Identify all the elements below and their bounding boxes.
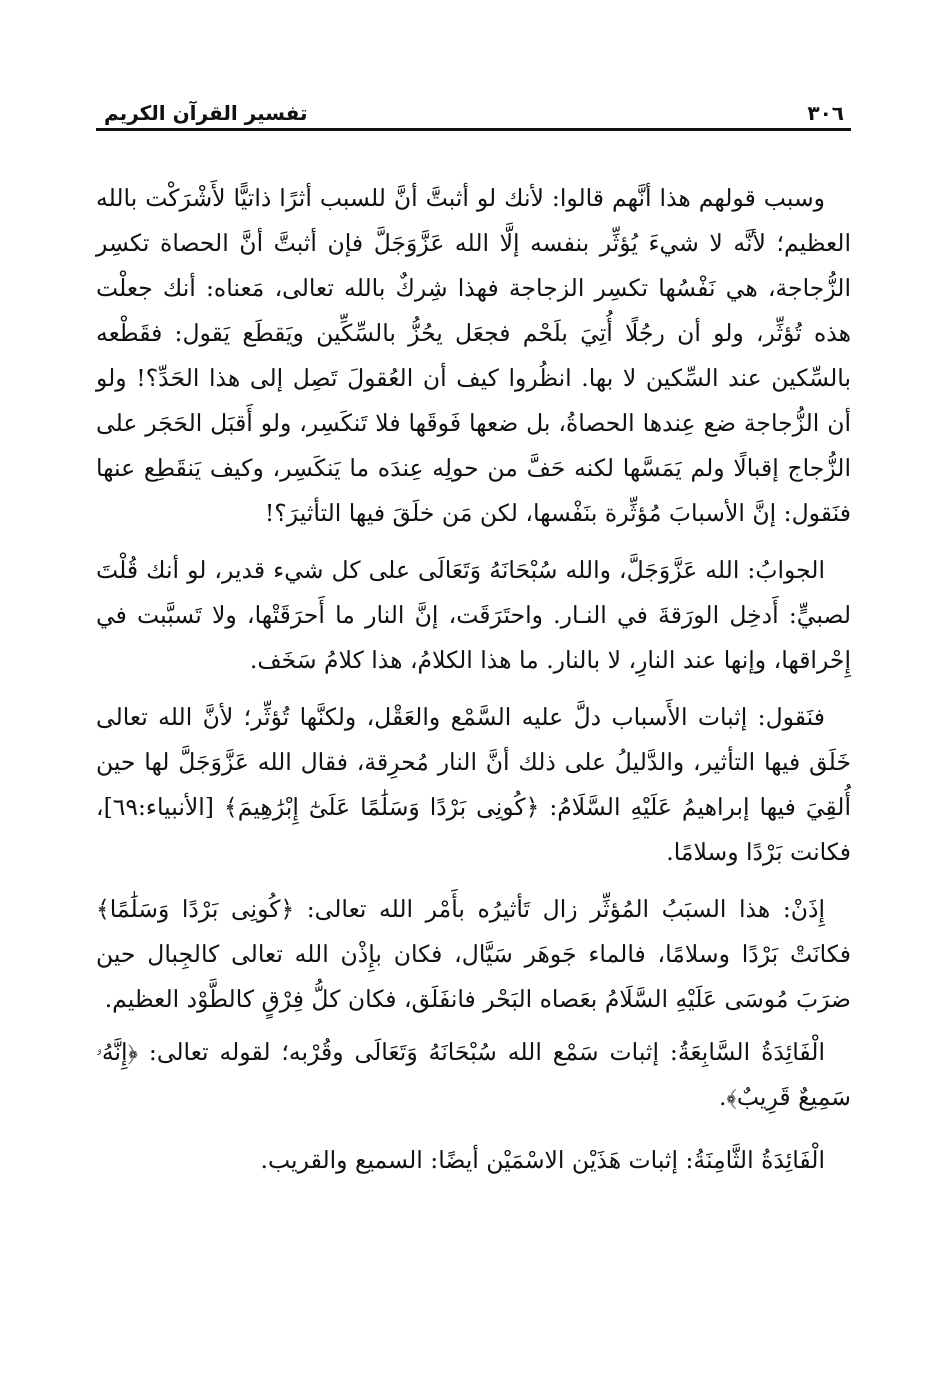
- book-title: تفسير القرآن الكريم: [104, 101, 308, 125]
- header-rule: [96, 128, 851, 131]
- body-text: [96, 176, 851, 1195]
- page-number: ٣٠٦: [807, 101, 844, 125]
- paragraph-sea-miracle: إِذَنْ: هذا السبَبُ المُؤثِّر زال تَأثيرُه بأَمْر الله تعالى: ﴿كُونِى بَرْدًا وَسَلَٰمًا﴾ فكانَتْ بَرْدًا وسلامًا، فالماء جَوهَر سَيَّال، فكان بإِذْن الله تعالى كالجِبال حين ضرَبَ مُوسَى عَلَيْهِ السَّلَامُ بعَصاه البَحْر فانفَلَق، فكان كلُّ فِرْقٍ كالطَّوْد العظيم.: [96, 895, 851, 1013]
- paragraph-seventh-benefit: الْفَائِدَةُ السَّابِعَةُ: إثبات سَمْع الله سُبْحَانَهُ وَتَعَالَى وقُرْبه؛ لقوله تعالى: ﴿إِنَّهُۥ سَمِيعٌ قَرِيبٌ﴾.: [96, 1038, 851, 1111]
- paragraph-proof: فنَقول: إثبات الأَسباب دلَّ عليه السَّمْع والعَقْل، ولكنَّها تُؤثِّر؛ لأنَّ الله تعالى خَلَق فيها التأثير، والدَّليلُ على ذلك أنَّ النار مُحرِقة، فقال الله عَزَّوَجَلَّ لها حين أُلقِيَ فيها إبراهيمُ عَلَيْهِ السَّلَامُ: ﴿كُونِى بَرْدًا وَسَلَٰمًا عَلَىٰٓ إِبْرَٰهِيمَ﴾ [الأنبياء:٦٩]، فكانت بَرْدًا وسلامًا.: [96, 703, 851, 866]
- paragraph-answer: الجوابُ: الله عَزَّوَجَلَّ، والله سُبْحَانَهُ وَتَعَالَى على كل شيء قدير، لو أنك قُلْتَ لصبيٍّ: أَدخِل الورَقةَ في النـار. واحتَرَقَت، إنَّ النار ما أَحرَقَتْها، ولا تَسبَّبت في إِحْراقها، وإنها عند النارِ، لا بالنار. ما هذا الكلامُ، هذا كلامُ سَخَف.: [96, 556, 851, 674]
- paragraph-eighth-benefit: الْفَائِدَةُ الثَّامِنَةُ: إثبات هَذَيْن الاسْمَيْن أيضًا: السميع والقريب.: [260, 1146, 825, 1174]
- running-head: [104, 98, 844, 128]
- paragraph-causes-argument: وسبب قولهم هذا أنَّهم قالوا: لأنك لو أثبتَّ أنَّ للسبب أثرًا ذاتيًّا لأَشْرَكْت بالله العظيم؛ لأنَّه لا شيءَ يُؤثِّر بنفسه إلَّا الله عَزَّوَجَلَّ فإن أثبتَّ أنَّ الحصاة تكسِر الزُّجاجة، هي نَفْسُها تكسِر الزجاجة فهذا شِركٌ بالله تعالى، مَعناه: أنك جعلْت هذه تُؤثِّر، ولو أن رجُلًا أُتِيَ بلَحْم فجعَل يحُزُّ بالسِّكِّين ويَقطَع يَقول: فقَطْعه بالسِّكين عند السِّكين لا بها. انظُروا كيف أن العُقولَ تَصِل إلى هذا الحَدِّ؟! ولو أن الزُّجاجة ضع عِندها الحصاةُ، بل ضعها فَوقَها فلا تَنكَسِر، ولو أَقبَل الحَجَر على الزُّجاج إقبالًا ولم يَمَسَّها لكنه حَفَّ من حولِه عِندَه ما يَنكَسِر، وكيف يَنقَطِع عنها فنَقول: إنَّ الأسبابَ مُؤثِّرة بنَفْسها، لكن مَن خلَقَ فيها التأثيرَ؟!: [96, 184, 851, 527]
